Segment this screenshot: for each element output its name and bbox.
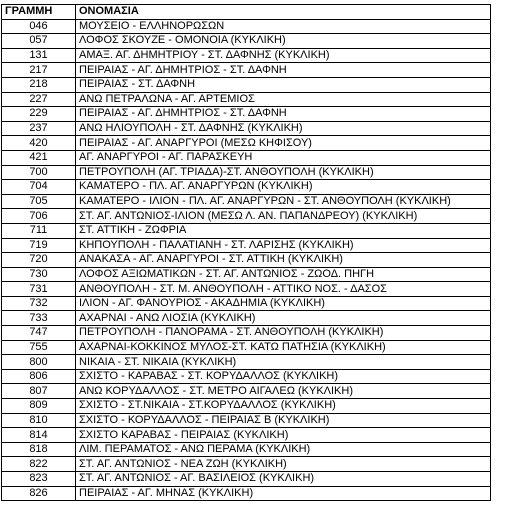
line-code-cell: 809 <box>2 399 76 414</box>
table-body <box>2 19 491 501</box>
table-row <box>2 326 491 341</box>
table-row <box>2 194 491 209</box>
route-name-cell: ΠΕΙΡΑΙΑΣ - ΑΓ. ΔΗΜΗΤΡΙΟΣ - ΣΤ. ΔΑΦΝΗ <box>76 63 491 78</box>
table-row <box>2 209 491 224</box>
bus-lines-table <box>1 4 491 501</box>
route-name-cell: ΣΧΙΣΤΟ ΚΑΡΑΒΑΣ - ΠΕΙΡΑΙΑΣ (ΚΥΚΛΙΚΗ) <box>76 428 491 443</box>
route-name-cell: ΣΤ. ΑΓ. ΑΝΤΩΝΙΟΣ-ΙΛΙΟΝ (ΜΕΣΩ Λ. ΑΝ. ΠΑΠΑΝΔΡΕΟΥ) (ΚΥΚΛΙΚΗ) <box>76 209 491 224</box>
line-code-cell: 704 <box>2 180 76 195</box>
line-code-cell: 823 <box>2 472 76 487</box>
route-name-cell: ΑΓ. ΑΝΑΡΓΥΡΟΙ - ΑΓ. ΠΑΡΑΣΚΕΥΗ <box>76 150 491 165</box>
line-code-cell: 046 <box>2 19 76 34</box>
table-row <box>2 136 491 151</box>
route-name-cell: ΠΕΤΡΟΥΠΟΛΗ - ΠΑΝΟΡΑΜΑ - ΣΤ. ΑΝΘΟΥΠΟΛΗ (ΚΥΚΛΙΚΗ) <box>76 326 491 341</box>
table-row <box>2 296 491 311</box>
line-code-cell: 800 <box>2 355 76 370</box>
line-code-cell: 229 <box>2 107 76 122</box>
route-name-cell: ΠΕΙΡΑΙΑΣ - ΑΓ. ΜΗΝΑΣ (ΚΥΚΛΙΚΗ) <box>76 486 491 501</box>
table-row <box>2 413 491 428</box>
route-name-cell: ΣΤ. ΑΓ. ΑΝΤΩΝΙΟΣ - ΝΕΑ ΖΩΗ (ΚΥΚΛΙΚΗ) <box>76 457 491 472</box>
table-row <box>2 442 491 457</box>
route-name-cell: ΙΛΙΟΝ - ΑΓ. ΦΑΝΟΥΡΙΟΣ - ΑΚΑΔΗΜΙΑ (ΚΥΚΛΙΚΗ) <box>76 296 491 311</box>
table-row <box>2 107 491 122</box>
table-row <box>2 384 491 399</box>
line-code-cell: 818 <box>2 442 76 457</box>
line-code-cell: 705 <box>2 194 76 209</box>
route-name-cell: ΚΑΜΑΤΕΡΟ - ΙΛΙΟΝ - ΠΛ. ΑΓ. ΑΝΑΡΓΥΡΩΝ - ΣΤ. ΑΝΘΟΥΠΟΛΗ (ΚΥΚΛΙΚΗ) <box>76 194 491 209</box>
table-row <box>2 355 491 370</box>
route-name-cell: ΠΕΙΡΑΙΑΣ - ΑΓ. ΑΝΑΡΓΥΡΟΙ (ΜΕΣΩ ΚΗΦΙΣΟΥ) <box>76 136 491 151</box>
table-row <box>2 457 491 472</box>
line-code-cell: 732 <box>2 296 76 311</box>
line-code-cell: 720 <box>2 253 76 268</box>
route-name-cell: ΑΜΑΞ. ΑΓ. ΔΗΜΗΤΡΙΟΥ - ΣΤ. ΔΑΦΝΗΣ (ΚΥΚΛΙΚΗ) <box>76 48 491 63</box>
table-row <box>2 150 491 165</box>
line-code-cell: 227 <box>2 92 76 107</box>
route-name-cell: ΛΟΦΟΣ ΣΚΟΥΖΕ - ΟΜΟΝΟΙΑ (ΚΥΚΛΙΚΗ) <box>76 34 491 49</box>
table-row <box>2 267 491 282</box>
line-code-cell: 747 <box>2 326 76 341</box>
route-name-cell: ΑΧΑΡΝΑΙ-ΚΟΚΚΙΝΟΣ ΜΥΛΟΣ-ΣΤ. ΚΑΤΩ ΠΑΤΗΣΙΑ (ΚΥΚΛΙΚΗ) <box>76 340 491 355</box>
table-row <box>2 92 491 107</box>
route-name-cell: ΝΙΚΑΙΑ - ΣΤ. ΝΙΚΑΙΑ (ΚΥΚΛΙΚΗ) <box>76 355 491 370</box>
line-code-cell: 731 <box>2 282 76 297</box>
route-name-cell: ΑΝΩ ΗΛΙΟΥΠΟΛΗ - ΣΤ. ΔΑΦΝΗΣ (ΚΥΚΛΙΚΗ) <box>76 121 491 136</box>
route-name-cell: ΚΑΜΑΤΕΡΟ - ΠΛ. ΑΓ. ΑΝΑΡΓΥΡΩΝ (ΚΥΚΛΙΚΗ) <box>76 180 491 195</box>
line-code-cell: 706 <box>2 209 76 224</box>
line-code-cell: 131 <box>2 48 76 63</box>
table-row <box>2 399 491 414</box>
table-row <box>2 253 491 268</box>
table-row <box>2 223 491 238</box>
line-code-cell: 814 <box>2 428 76 443</box>
line-code-cell: 711 <box>2 223 76 238</box>
table-row <box>2 369 491 384</box>
line-code-cell: 421 <box>2 150 76 165</box>
line-code-cell: 807 <box>2 384 76 399</box>
line-code-cell: 822 <box>2 457 76 472</box>
route-name-cell: ΣΧΙΣΤΟ - ΚΑΡΑΒΑΣ - ΣΤ. ΚΟΡΥΔΑΛΛΟΣ (ΚΥΚΛΙΚΗ) <box>76 369 491 384</box>
route-name-cell: ΛΙΜ. ΠΕΡΑΜΑΤΟΣ - ΑΝΩ ΠΕΡΑΜΑ (ΚΥΚΛΙΚΗ) <box>76 442 491 457</box>
route-name-cell: ΣΧΙΣΤΟ - ΚΟΡΥΔΑΛΛΟΣ - ΠΕΙΡΑΙΑΣ Β (ΚΥΚΛΙΚΗ) <box>76 413 491 428</box>
header-row <box>2 5 491 20</box>
table-row <box>2 77 491 92</box>
line-code-cell: 237 <box>2 121 76 136</box>
route-name-cell: ΣΧΙΣΤΟ - ΣΤ.ΝΙΚΑΙΑ - ΣΤ.ΚΟΡΥΔΑΛΛΟΣ (ΚΥΚΛΙΚΗ) <box>76 399 491 414</box>
route-name-cell: ΑΝΘΟΥΠΟΛΗ - ΣΤ. Μ. ΑΝΘΟΥΠΟΛΗ - ΑΤΤΙΚΟ ΝΟΣ. - ΔΑΣΟΣ <box>76 282 491 297</box>
route-name-cell: ΑΝΩ ΠΕΤΡΑΛΩΝΑ - ΑΓ. ΑΡΤΕΜΙΟΣ <box>76 92 491 107</box>
table-row <box>2 472 491 487</box>
route-name-cell: ΠΕΙΡΑΙΑΣ - ΑΓ. ΔΗΜΗΤΡΙΟΣ - ΣΤ. ΔΑΦΝΗ <box>76 107 491 122</box>
line-code-cell: 218 <box>2 77 76 92</box>
route-name-cell: ΑΝΑΚΑΣΑ - ΑΓ. ΑΝΑΡΓΥΡΟΙ - ΣΤ. ΑΤΤΙΚΗ (ΚΥΚΛΙΚΗ) <box>76 253 491 268</box>
table-row <box>2 165 491 180</box>
table-row <box>2 180 491 195</box>
table-row <box>2 19 491 34</box>
table-row <box>2 340 491 355</box>
table-row <box>2 282 491 297</box>
table-row <box>2 121 491 136</box>
route-name-cell: ΚΗΠΟΥΠΟΛΗ - ΠΑΛΑΤΙΑΝΗ - ΣΤ. ΛΑΡΙΣΗΣ (ΚΥΚΛΙΚΗ) <box>76 238 491 253</box>
route-name-cell: ΑΝΩ ΚΟΡΥΔΑΛΛΟΣ - ΣΤ. ΜΕΤΡΟ ΑΙΓΑΛΕΩ (ΚΥΚΛΙΚΗ) <box>76 384 491 399</box>
table-row <box>2 48 491 63</box>
route-name-cell: ΣΤ. ΑΓ. ΑΝΤΩΝΙΟΣ - ΑΓ. ΒΑΣΙΛΕΙΟΣ (ΚΥΚΛΙΚΗ) <box>76 472 491 487</box>
route-name-cell: ΠΕΙΡΑΙΑΣ - ΣΤ. ΔΑΦΝΗ <box>76 77 491 92</box>
table-row <box>2 63 491 78</box>
line-code-cell: 810 <box>2 413 76 428</box>
route-name-cell: ΠΕΤΡΟΥΠΟΛΗ (ΑΓ. ΤΡΙΑΔΑ)-ΣΤ. ΑΝΘΟΥΠΟΛΗ (ΚΥΚΛΙΚΗ) <box>76 165 491 180</box>
route-name-cell: ΛΟΦΟΣ ΑΞΙΩΜΑΤΙΚΩΝ - ΣΤ. ΑΓ. ΑΝΤΩΝΙΟΣ - ΖΩΟΔ. ΠΗΓΗ <box>76 267 491 282</box>
line-code-cell: 730 <box>2 267 76 282</box>
line-code-cell: 826 <box>2 486 76 501</box>
line-code-cell: 420 <box>2 136 76 151</box>
table-row <box>2 34 491 49</box>
column-header-line: ΓΡΑΜΜΗ <box>2 5 76 20</box>
line-code-cell: 733 <box>2 311 76 326</box>
route-name-cell: ΑΧΑΡΝΑΙ - ΑΝΩ ΛΙΟΣΙΑ (ΚΥΚΛΙΚΗ) <box>76 311 491 326</box>
line-code-cell: 755 <box>2 340 76 355</box>
table-row <box>2 428 491 443</box>
line-code-cell: 700 <box>2 165 76 180</box>
line-code-cell: 217 <box>2 63 76 78</box>
route-name-cell: ΜΟΥΣΕΙΟ - ΕΛΛΗΝΟΡΩΣΩΝ <box>76 19 491 34</box>
line-code-cell: 057 <box>2 34 76 49</box>
table-row <box>2 486 491 501</box>
route-name-cell: ΣΤ. ΑΤΤΙΚΗ - ΖΩΦΡΙΑ <box>76 223 491 238</box>
line-code-cell: 719 <box>2 238 76 253</box>
table-row <box>2 238 491 253</box>
table-row <box>2 311 491 326</box>
column-header-name: ΟΝΟΜΑΣΙΑ <box>76 5 491 20</box>
line-code-cell: 806 <box>2 369 76 384</box>
